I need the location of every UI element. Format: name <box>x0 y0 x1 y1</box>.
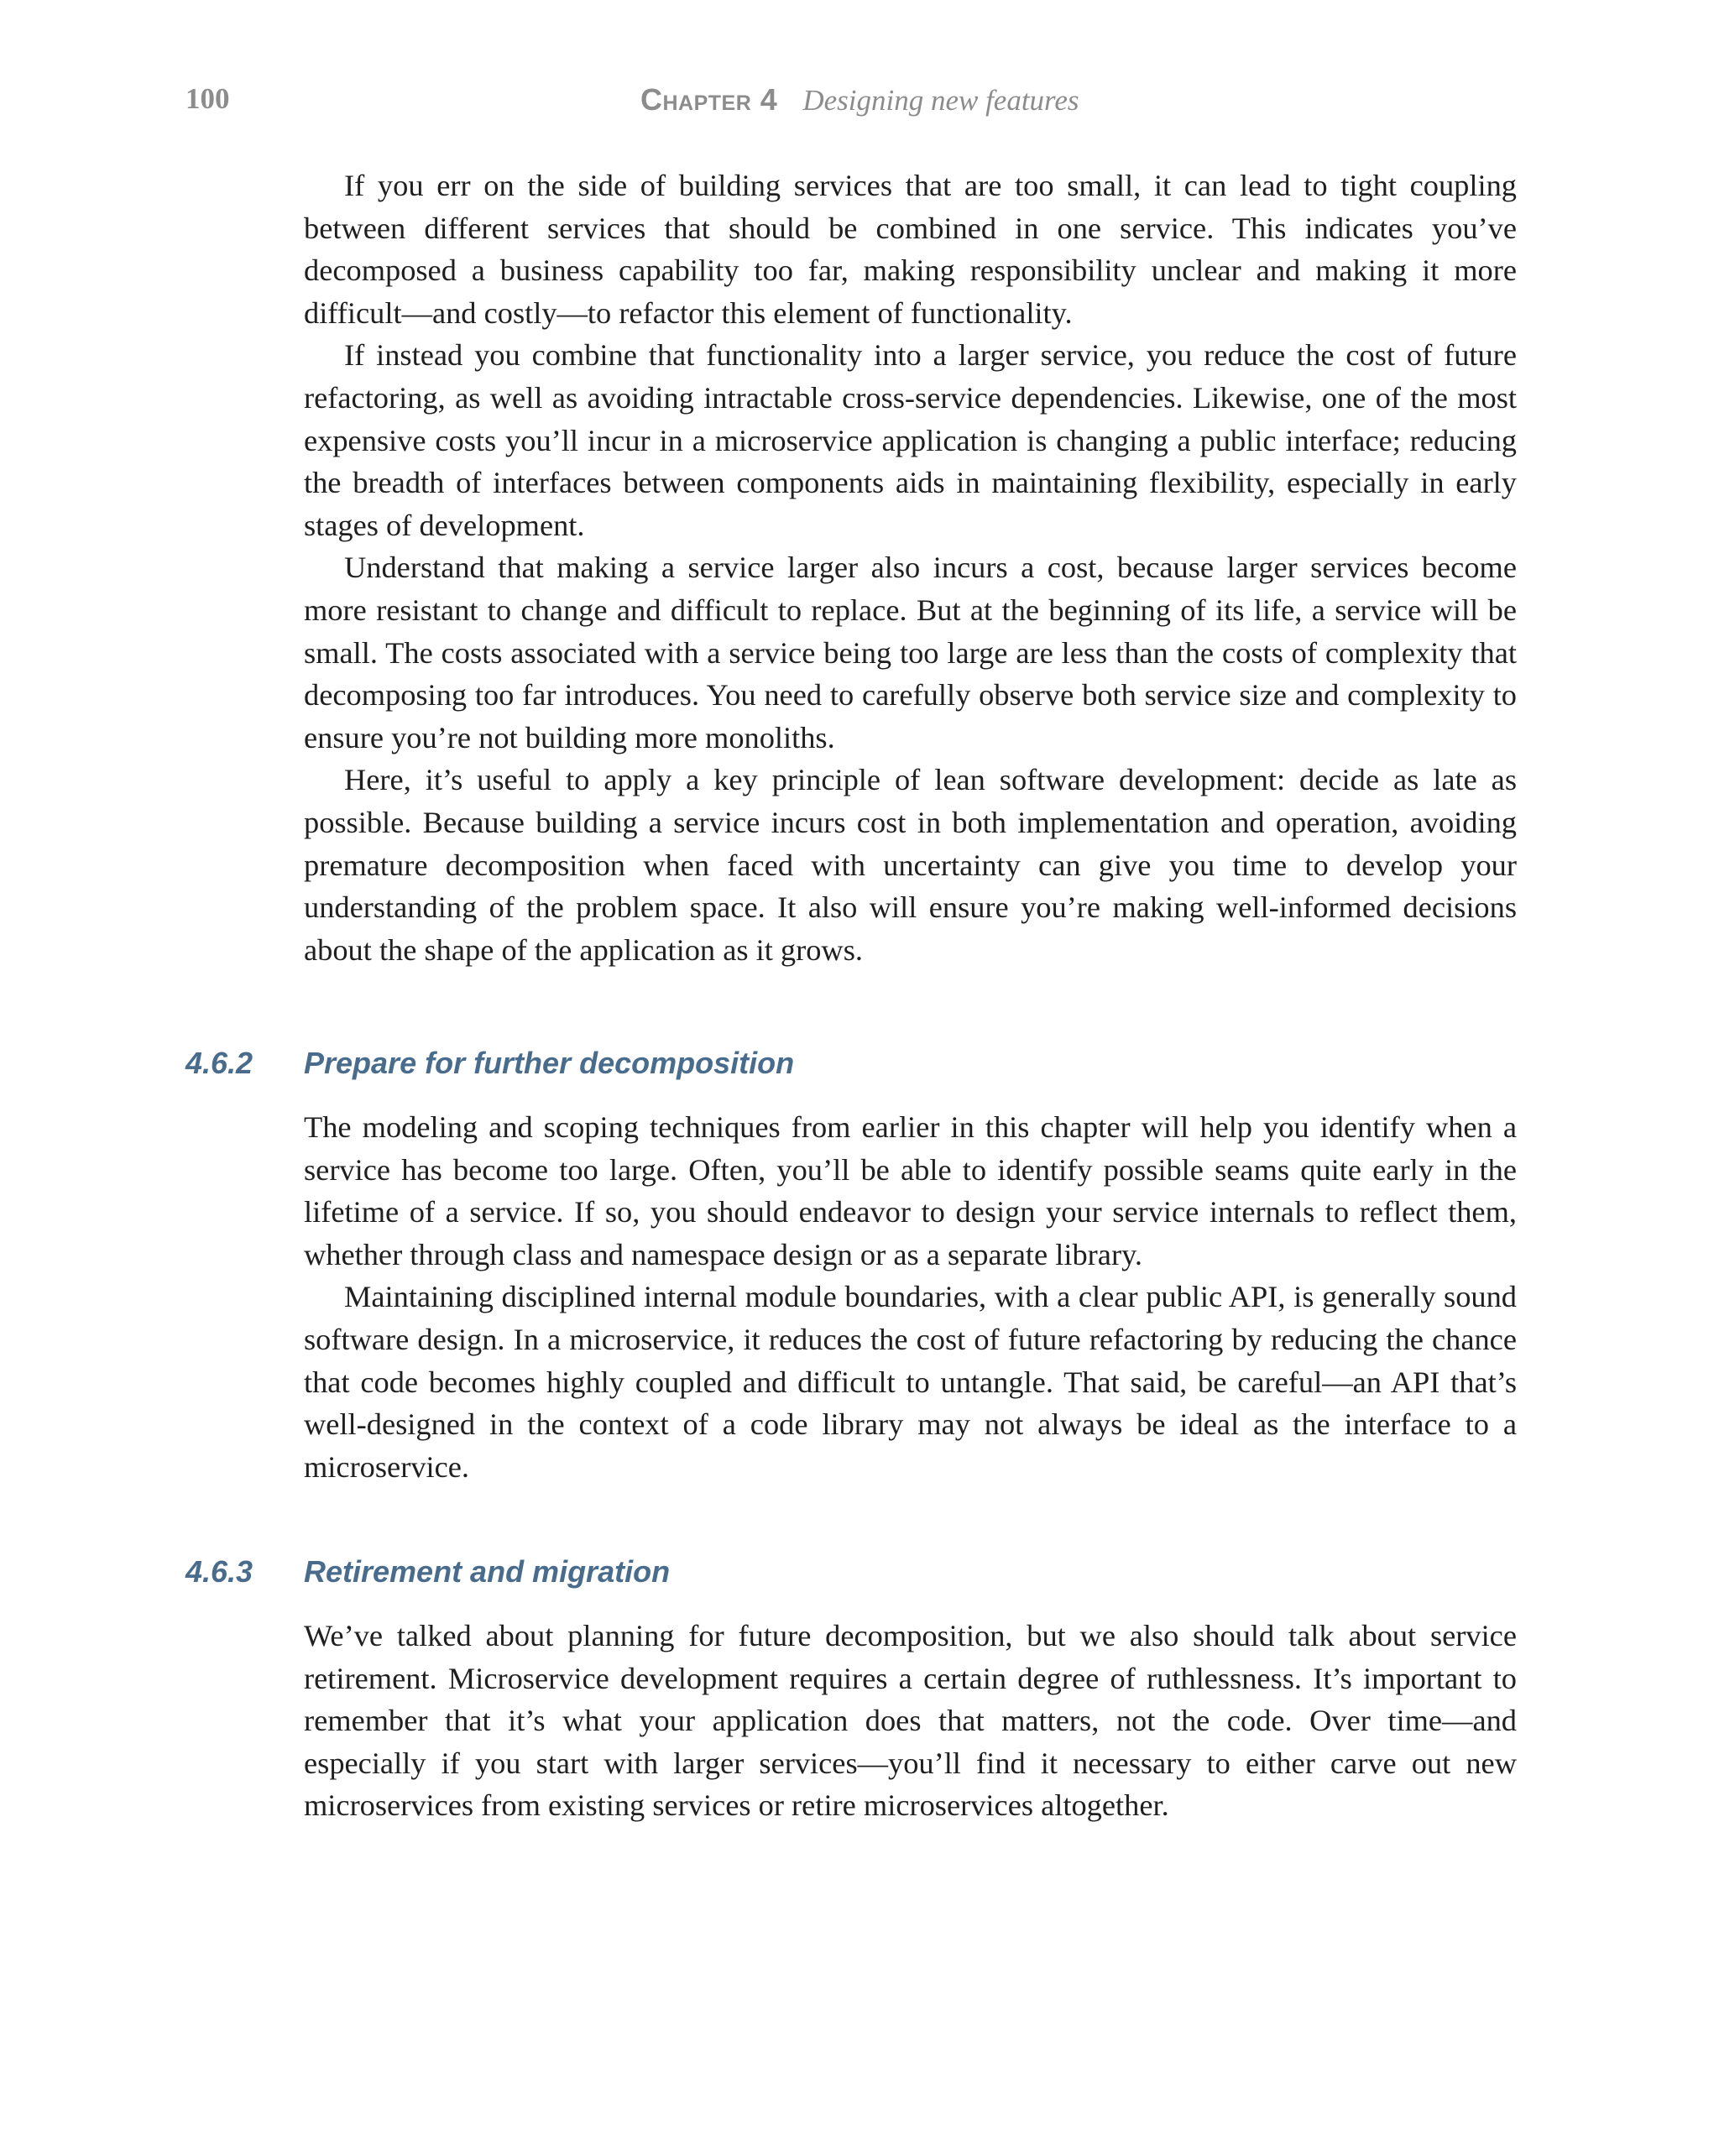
page-header <box>0 82 1719 124</box>
section-heading-4-6-2 <box>185 1046 1528 1088</box>
paragraph: We’ve talked about planning for future decomposition, but we also should talk about service retirement. Microservice development requires a certain degree of ruthlessness. It’s important to remember that it’s what your application does that matters, not the code. Over time—and especially if you start with larger services—you’ll find it necessary to either carve out new microservices from existing services or retire microservices altogether. <box>304 1619 1517 1823</box>
section-title: Prepare for further decomposition <box>304 1046 795 1080</box>
section-title: Retirement and migration <box>304 1554 671 1589</box>
intro-text-block <box>304 164 1517 971</box>
paragraph: If you err on the side of building services that are too small, it can lead to tight coupling between different services that should be combined in one service. This indicates you’ve decomposed a business capability too far, making responsibility unclear and making it more difficult—and costly—to refactor this element of functionality. <box>304 169 1517 330</box>
section-heading-4-6-3 <box>185 1554 1528 1596</box>
section-4-6-2-text <box>304 1106 1517 1488</box>
paragraph: If instead you combine that functionality into a larger service, you reduce the cost of future refactoring, as well as avoiding intractable cross-service dependencies. Likewise, one of the most expensive costs you’ll incur in a microservice application is changing a public interface; reducing the breadth of interfaces between components aids in maintaining flexibility, especially in early stages of development. <box>304 338 1517 542</box>
paragraph: Understand that making a service larger also incurs a cost, because larger services become more resistant to change and difficult to replace. But at the beginning of its life, a service will be small. The costs associated with a service being too large are less than the costs of complexity that decomposing too far introduces. You need to carefully observe both service size and complexity to ensure you’re not building more monoliths. <box>304 551 1517 754</box>
section-number: 4.6.2 <box>185 1046 253 1080</box>
page-number: 100 <box>185 82 230 115</box>
running-head <box>640 82 1079 117</box>
paragraph: Maintaining disciplined internal module boundaries, with a clear public API, is generally sound software design. In a microservice, it reduces the cost of future refactoring by reducing the chance that code becomes highly coupled and difficult to untangle. That said, be careful—an API that’s well-designed in the context of a code library may not always be ideal as the interface to a microservice. <box>304 1280 1517 1484</box>
chapter-title: Designing new features <box>802 84 1079 117</box>
section-4-6-3-text <box>304 1615 1517 1827</box>
chapter-label: Chapter 4 <box>640 82 778 117</box>
section-number: 4.6.3 <box>185 1554 253 1589</box>
paragraph: Here, it’s useful to apply a key principle of lean software development: decide as late as possible. Because building a service incurs cost in both implementation and operation, avoiding premature decomposition when faced with uncertainty can give you time to develop your understanding of the problem space. It also will ensure you’re making well-informed decisions about the shape of the application as it grows. <box>304 763 1517 967</box>
paragraph: The modeling and scoping techniques from earlier in this chapter will help you identify when a service has become too large. Often, you’ll be able to identify possible seams quite early in the lifetime of a service. If so, you should endeavor to design your service internals to reflect them, whether through class and namespace design or as a separate library. <box>304 1110 1517 1271</box>
